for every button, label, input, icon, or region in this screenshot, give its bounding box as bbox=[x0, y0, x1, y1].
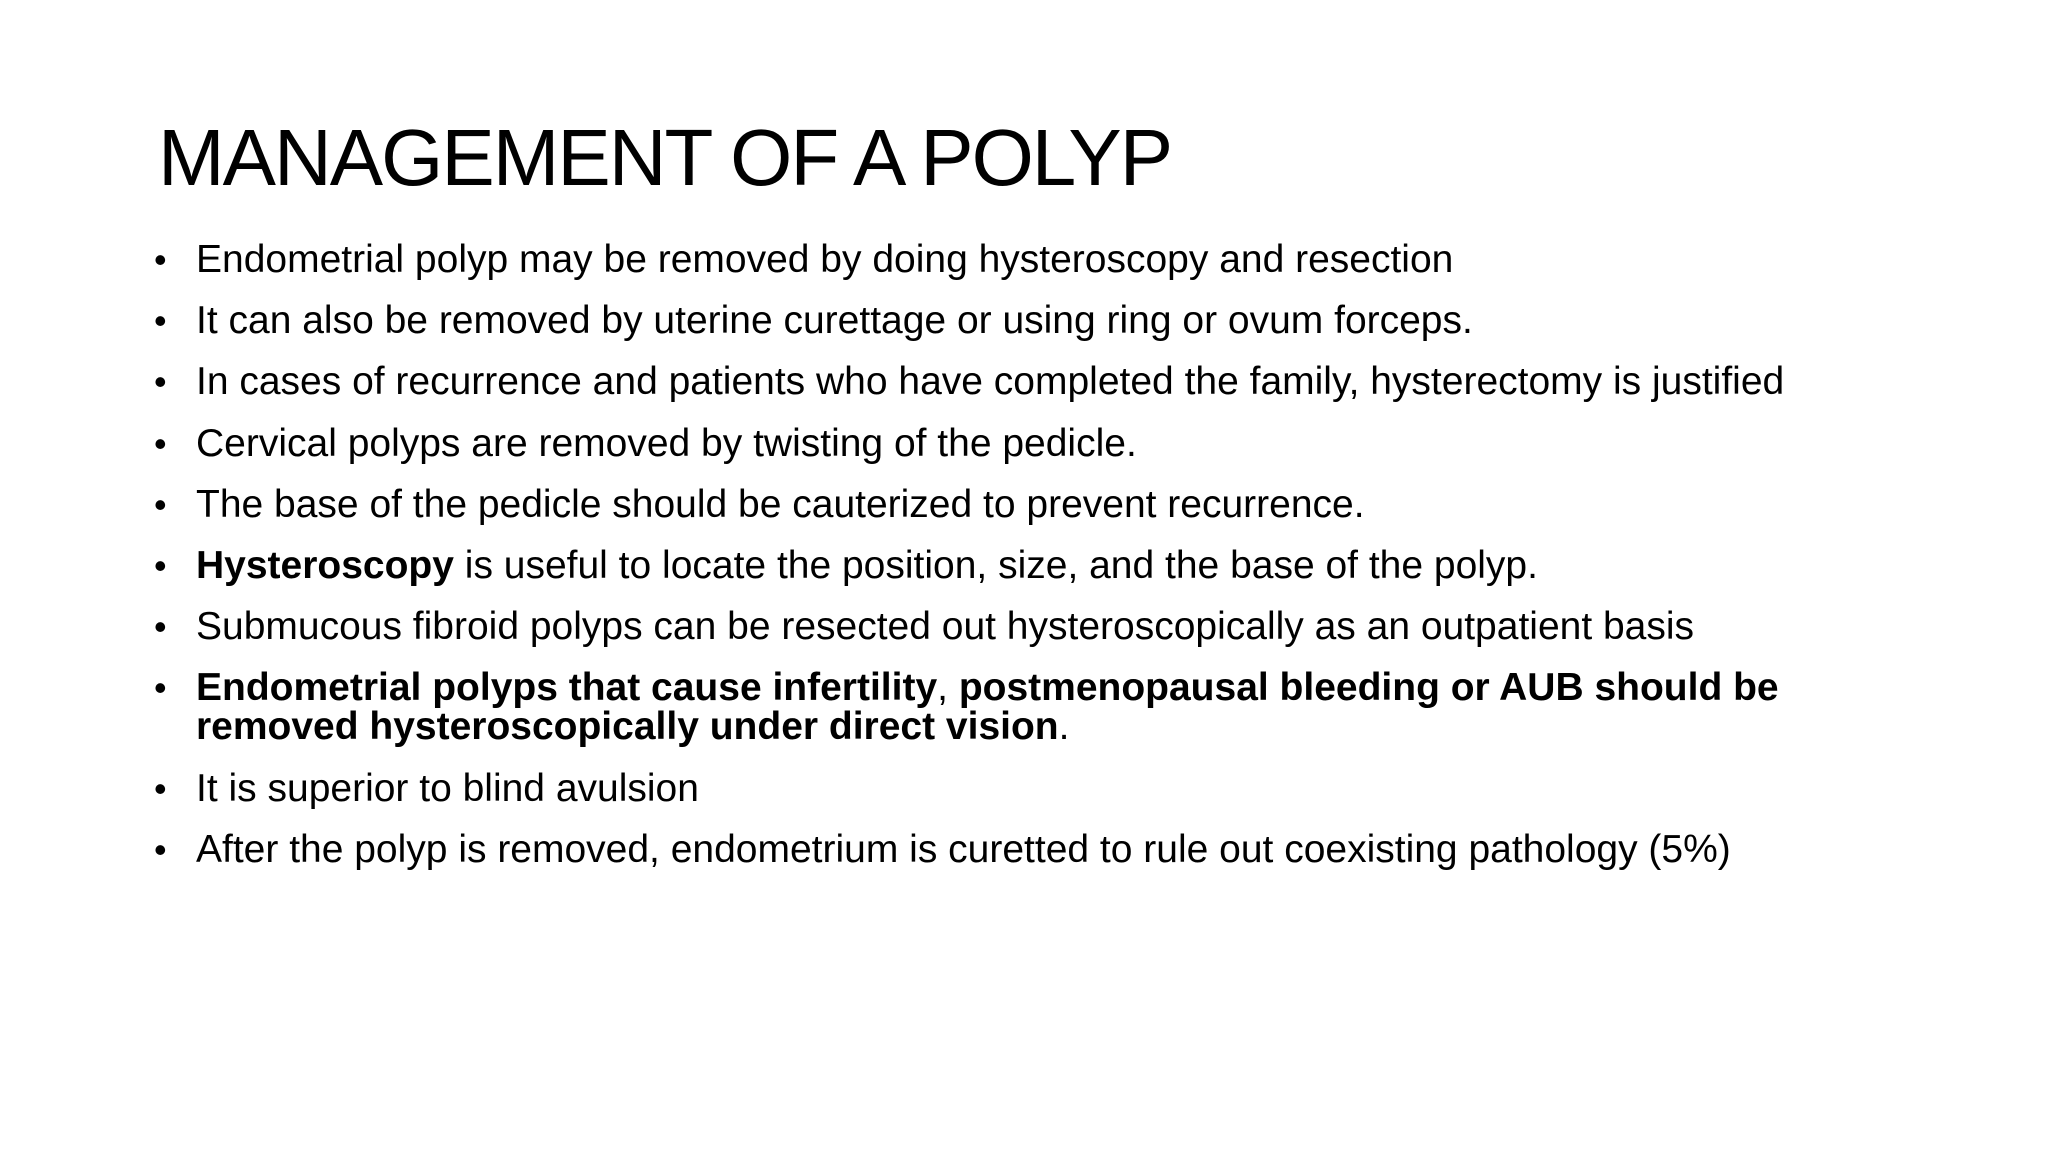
bullet-item-7 bbox=[154, 607, 1914, 646]
bullet-text: Cervical polyps are removed by twisting of the pedicle. bbox=[196, 422, 1137, 465]
bullet-text: is useful to locate the position, size, and the base of the polyp. bbox=[453, 544, 1538, 587]
bullet-text: Submucous fibroid polyps can be resected out hysteroscopically as an outpatient basis bbox=[196, 605, 1695, 648]
bullet-text: It can also be removed by uterine curettage or using ring or ovum forceps. bbox=[196, 299, 1473, 342]
bullet-bold-term: Hysteroscopy bbox=[196, 544, 454, 587]
bullet-item-3 bbox=[154, 362, 1914, 401]
bullet-text: Endometrial polyp may be removed by doing hysteroscopy and resection bbox=[196, 238, 1454, 281]
bullet-item-1 bbox=[154, 240, 1914, 279]
slide-title: MANAGEMENT OF A POLYP bbox=[158, 113, 1172, 202]
bullet-item-8 bbox=[154, 668, 1914, 746]
bullet-list bbox=[154, 240, 1914, 892]
bullet-text: After the polyp is removed, endometrium is curetted to rule out coexisting pathology (5%) bbox=[196, 828, 1731, 871]
bullet-item-9 bbox=[154, 769, 1914, 808]
bullet-text: The base of the pedicle should be cauterized to prevent recurrence. bbox=[196, 483, 1365, 526]
bullet-separator: , bbox=[937, 666, 959, 709]
bullet-end: . bbox=[1058, 705, 1070, 748]
bullet-text: It is superior to blind avulsion bbox=[196, 767, 699, 810]
bullet-item-4 bbox=[154, 424, 1914, 463]
bullet-item-10 bbox=[154, 830, 1914, 869]
bullet-item-6 bbox=[154, 546, 1914, 585]
bullet-bold-part-a: Endometrial polyps that cause infertility bbox=[196, 666, 938, 709]
bullet-text: In cases of recurrence and patients who have completed the family, hysterectomy is justified bbox=[196, 360, 1785, 403]
bullet-item-5 bbox=[154, 485, 1914, 524]
bullet-item-2 bbox=[154, 301, 1914, 340]
bullet-bold-part-b: postmenopausal bleeding or AUB should be removed hysteroscopically under direct vision bbox=[196, 666, 1779, 748]
